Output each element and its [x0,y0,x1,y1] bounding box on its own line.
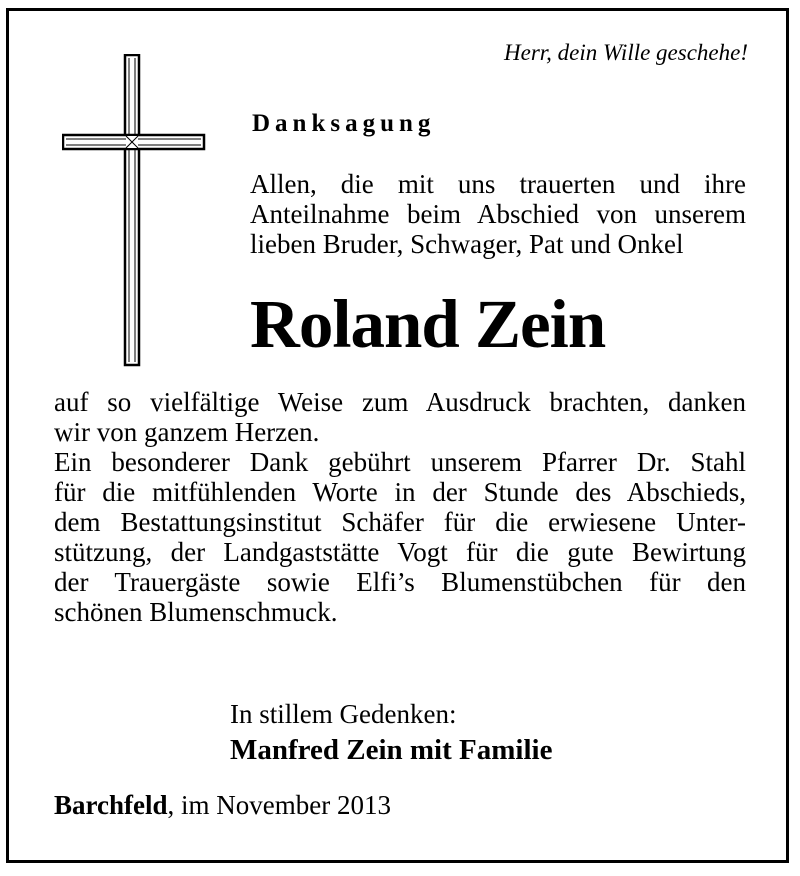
body-line: Ein besonderer Dank gebührt unserem Pfarrer Dr. Stahl [54,447,746,477]
intro-line: Allen, die mit uns trauerten und ihre [250,169,746,199]
date-text: , im November 2013 [167,790,391,820]
place-name: Barchfeld [54,790,168,820]
body-line: der Trauergäste sowie Elfi’s Blumenstübchen für den [54,567,746,597]
heading: Danksagung [252,110,436,137]
body-line: für die mitfühlenden Worte in der Stunde des Abschieds, [54,477,746,507]
place-date-line [54,790,391,821]
signer-name: Manfred Zein mit Familie [230,734,553,766]
body-line: stützung, der Landgaststätte Vogt für die gute Bewirtung [54,537,746,567]
cross-icon [62,54,208,368]
intro-line: lieben Bruder, Schwager, Pat und Onkel [250,229,684,259]
body-line: auf so vielfältige Weise zum Ausdruck brachten, danken [54,387,746,417]
closing-intro: In stillem Gedenken: [230,699,457,729]
body-line: dem Bestattungsinstitut Schäfer für die erwiesene Unter- [54,507,746,537]
body-paragraph [54,387,746,627]
motto: Herr, dein Wille geschehe! [504,40,748,65]
deceased-name: Roland Zein [250,286,606,362]
intro-line: Anteilnahme beim Abschied von unserem [250,199,746,229]
body-line: schönen Blumenschmuck. [54,597,338,627]
intro-paragraph [250,169,746,259]
body-line: wir von ganzem Herzen. [54,417,320,447]
